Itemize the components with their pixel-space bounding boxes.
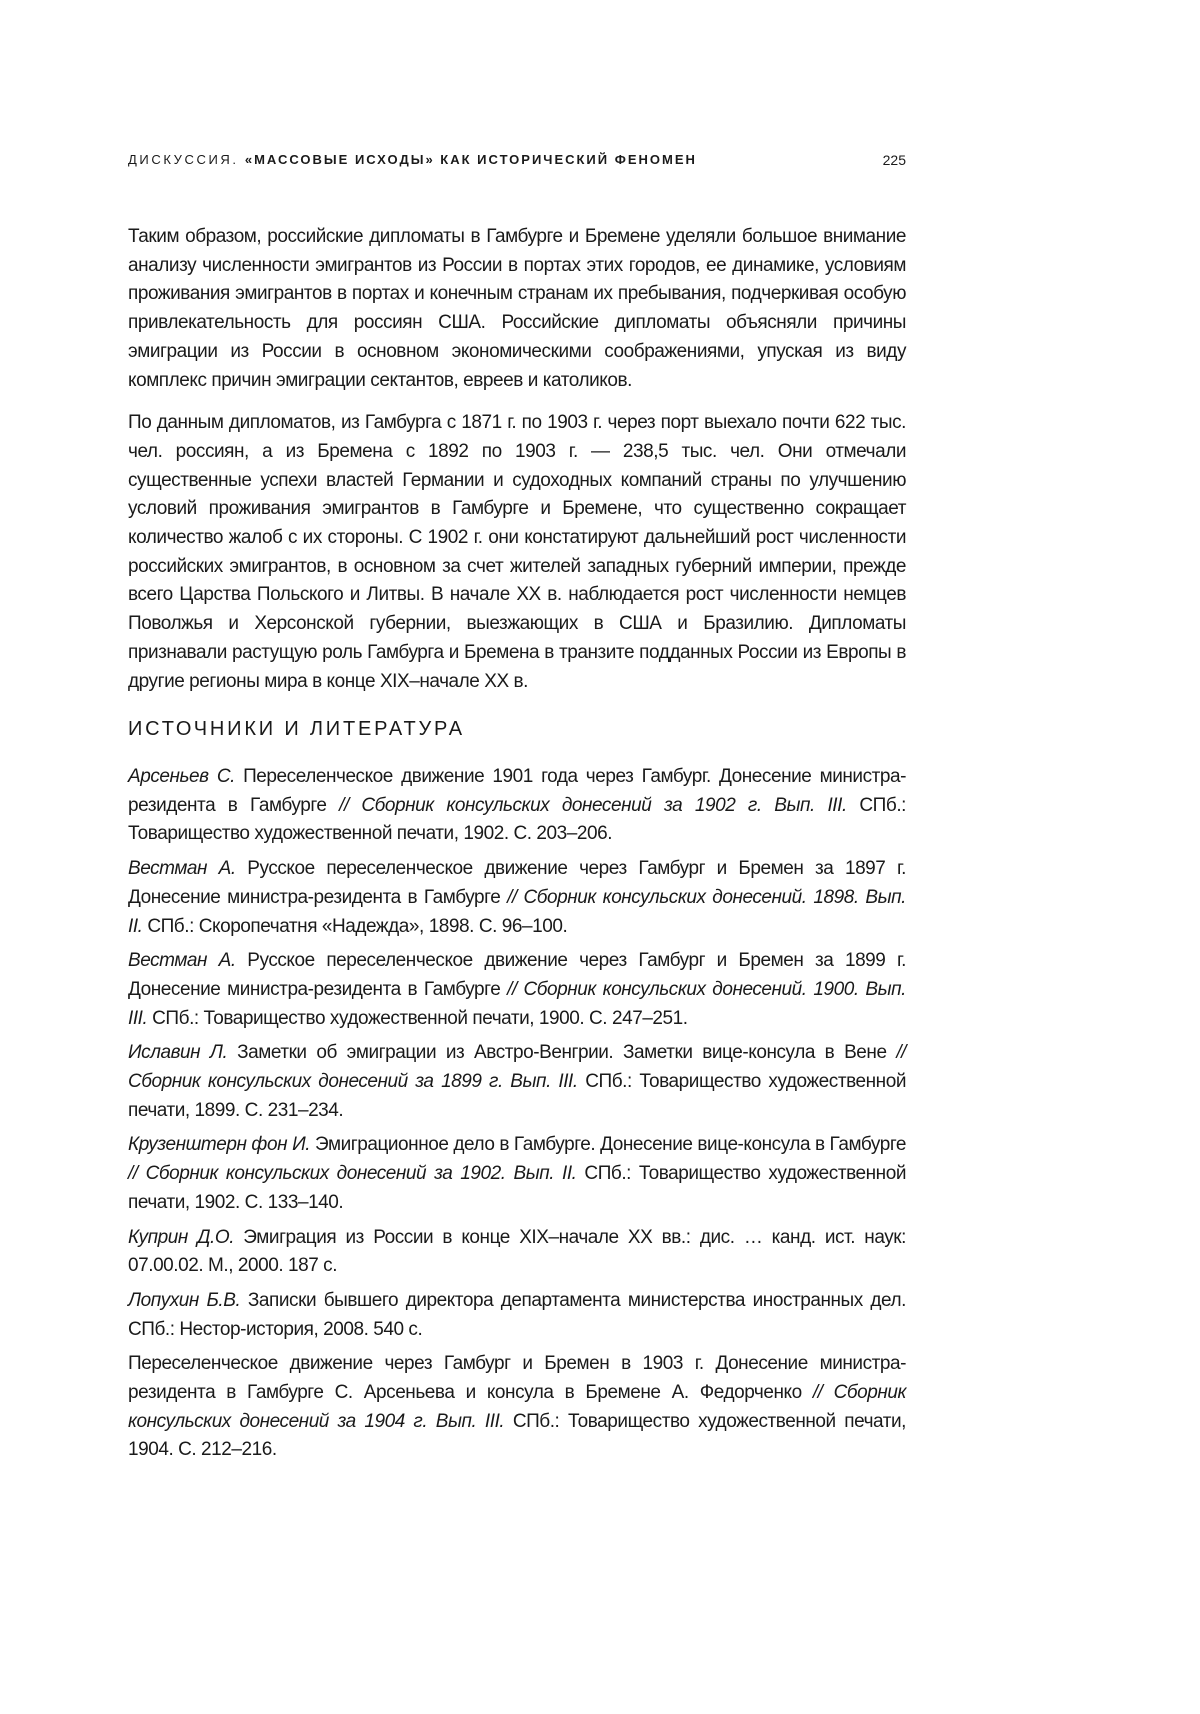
header-title: «МАССОВЫЕ ИСХОДЫ» КАК ИСТОРИЧЕСКИЙ ФЕНОМЕН xyxy=(245,152,697,167)
reference-item xyxy=(128,1350,906,1465)
reference-item xyxy=(128,1287,906,1344)
paragraph: По данным дипломатов, из Гамбурга с 1871 г. по 1903 г. через порт выехало почти 622 тыс. чел. россиян, а из Бремена с 1892 по 1903 г. — 238,5 тыс. чел. Они отмечали существенные успехи властей Германии и судоходных компаний страны по улучшению условий проживания эмигрантов в Гамбурге и Бремене, что существенно сокращает количество жалоб с их стороны. С 1902 г. они констатируют дальнейший рост численности российских эмигрантов, в основном за счет жителей западных губерний империи, прежде всего Царства Польского и Литвы. В начале XX в. наблюдается рост численности немцев Поволжья и Херсонской губернии, выезжающих в США и Бразилию. Дипломаты признавали растущую роль Гамбурга и Бремена в транзите подданных России из Европы в другие регионы мира в конце XIX–начале XX в. xyxy=(128,409,906,696)
reference-text: Переселенческое движение 1901 года через Гамбург. Донесение министра-резидента в Гамбурге xyxy=(128,766,906,816)
reference-item xyxy=(128,763,906,849)
reference-journal: // Сборник консульских донесений. 1900. Вып. III. xyxy=(128,979,906,1029)
reference-pub: СПб.: Товарищество художественной печати, 1902. С. 203–206. xyxy=(128,795,906,845)
reference-item xyxy=(128,1039,906,1125)
reference-author: Вестман А. xyxy=(128,858,236,879)
reference-author: Арсеньев С. xyxy=(128,766,235,787)
reference-author: Куприн Д.О. xyxy=(128,1227,234,1248)
reference-text: Заметки об эмиграции из Австро-Венгрии. Заметки вице-консула в Вене xyxy=(227,1042,896,1063)
reference-text: Русское переселенческое движение через Гамбург и Бремен за 1897 г. Донесение министра-резидента в Гамбурге xyxy=(128,858,906,908)
reference-item xyxy=(128,1224,906,1281)
reference-text: Записки бывшего директора департамента министерства иностранных дел. СПб.: Нестор-история, 2008. 540 с. xyxy=(128,1290,906,1340)
header-section: ДИСКУССИЯ. xyxy=(128,152,239,167)
reference-journal: // Сборник консульских донесений за 1899 г. Вып. III. xyxy=(128,1042,906,1092)
paragraph: Таким образом, российские дипломаты в Гамбурге и Бремене уделяли большое внимание анализу численности эмигрантов из России в портах этих городов, ее динамике, условиям проживания эмигрантов в портах и конечным странам их пребывания, подчеркивая особую привлекательность для россиян США. Российские дипломаты объясняли причины эмиграции из России в основном экономическими соображениями, упуская из виду комплекс причин эмиграции сектантов, евреев и католиков. xyxy=(128,223,906,395)
reference-author: Крузенштерн фон И. xyxy=(128,1134,310,1155)
reference-author: Вестман А. xyxy=(128,950,236,971)
reference-journal: // Сборник консульских донесений за 1904 г. Вып. III. xyxy=(128,1382,906,1432)
reference-list xyxy=(128,763,906,1471)
reference-pub: СПб.: Товарищество художественной печати, 1900. С. 247–251. xyxy=(147,1008,687,1029)
reference-item xyxy=(128,1131,906,1217)
reference-journal: // Сборник консульских донесений. 1898. Вып. II. xyxy=(128,887,906,937)
reference-author: Лопухин Б.В. xyxy=(128,1290,240,1311)
reference-item xyxy=(128,855,906,941)
page-number: 225 xyxy=(883,152,906,168)
reference-item xyxy=(128,947,906,1033)
reference-pub: СПб.: Товарищество художественной печати, 1899. С. 231–234. xyxy=(128,1071,906,1121)
reference-journal: // Сборник консульских донесений за 1902 г. Вып. III. xyxy=(339,795,847,816)
reference-text: Переселенческое движение через Гамбург и Бремен в 1903 г. Донесение министра-резидента в Гамбурге С. Арсеньева и консула в Бремене А. Федорченко xyxy=(128,1353,906,1403)
reference-pub: СПб.: Скоропечатня «Надежда», 1898. С. 96–100. xyxy=(143,916,568,937)
reference-text: Русское переселенческое движение через Гамбург и Бремен за 1899 г. Донесение министра-резидента в Гамбурге xyxy=(128,950,906,1000)
sources-heading: ИСТОЧНИКИ И ЛИТЕРАТУРА xyxy=(128,718,465,741)
reference-journal: // Сборник консульских донесений за 1902. Вып. II. xyxy=(128,1163,577,1184)
running-header xyxy=(128,152,906,176)
body-text xyxy=(128,223,906,710)
reference-pub: СПб.: Товарищество художественной печати, 1902. С. 133–140. xyxy=(128,1163,906,1213)
reference-author: Иславин Л. xyxy=(128,1042,227,1063)
reference-text: Эмиграция из России в конце XIX–начале XX вв.: дис. … канд. ист. наук: 07.00.02. М., 2000. 187 с. xyxy=(128,1227,906,1277)
reference-text: Эмиграционное дело в Гамбурге. Донесение вице-консула в Гамбурге xyxy=(310,1134,906,1155)
reference-pub: СПб.: Товарищество художественной печати, 1904. С. 212–216. xyxy=(128,1411,906,1461)
